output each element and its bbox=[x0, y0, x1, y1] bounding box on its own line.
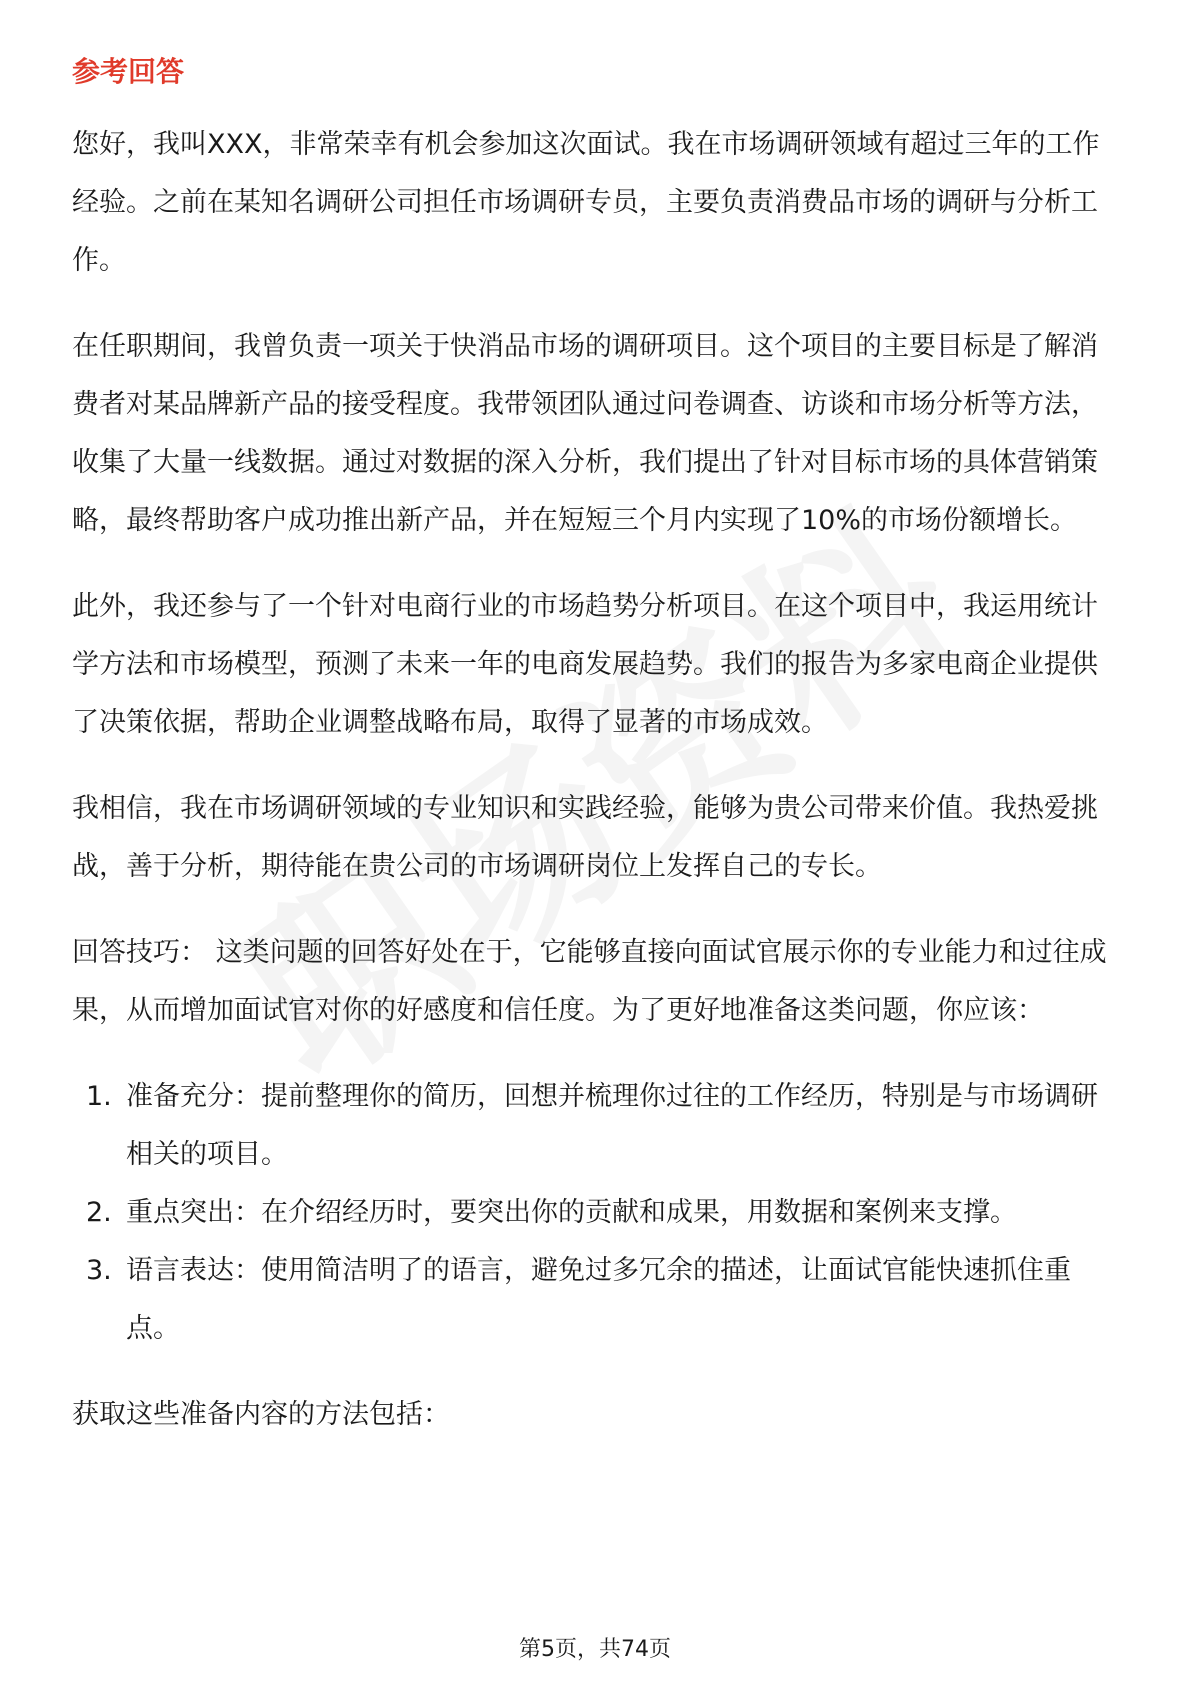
list-item-number: 1. bbox=[86, 1081, 112, 1112]
list-item-number: 2. bbox=[86, 1197, 112, 1228]
paragraph-project-fmcg: 在任职期间，我曾负责一项关于快消品市场的调研项目。这个项目的主要目标是了解消费者对某品牌新产品的接受程度。我带领团队通过问卷调查、访谈和市场分析等方法，收集了大量一线数据。通过对数据的深入分析，我们提出了针对目标市场的具体营销策略，最终帮助客户成功推出新产品，并在短短三个月内实现了10%的市场份额增长。 bbox=[72, 331, 1098, 536]
section-heading: 参考回答 bbox=[72, 55, 185, 88]
paragraph-closing: 获取这些准备内容的方法包括： bbox=[72, 1399, 450, 1430]
paragraph-conclusion: 我相信，我在市场调研领域的专业知识和实践经验，能够为贵公司带来价值。我热爱挑战，善于分析，期待能在贵公司的市场调研岗位上发挥自己的专长。 bbox=[72, 793, 1098, 882]
paragraph-intro: 您好，我叫XXX，非常荣幸有机会参加这次面试。我在市场调研领域有超过三年的工作经验。之前在某知名调研公司担任市场调研专员，主要负责消费品市场的调研与分析工作。 bbox=[72, 129, 1100, 276]
list-item-text: 准备充分：提前整理你的简历，回想并梳理你过往的工作经历，特别是与市场调研相关的项目。 bbox=[126, 1081, 1098, 1170]
page-footer: 第5页，共74页 bbox=[519, 1637, 671, 1662]
content-body bbox=[72, 116, 1122, 1472]
list-item bbox=[72, 1068, 1122, 1184]
list-item-text: 语言表达：使用简洁明了的语言，避免过多冗余的描述，让面试官能快速抓住重点。 bbox=[126, 1255, 1071, 1344]
list-item bbox=[72, 1242, 1122, 1358]
list-item-number: 3. bbox=[86, 1255, 112, 1286]
list-item-text: 重点突出：在介绍经历时，要突出你的贡献和成果，用数据和案例来支撑。 bbox=[126, 1197, 1017, 1228]
paragraph-tips: 回答技巧： 这类问题的回答好处在于，它能够直接向面试官展示你的专业能力和过往成果，从而增加面试官对你的好感度和信任度。为了更好地准备这类问题，你应该： bbox=[72, 937, 1107, 1026]
tips-list bbox=[72, 1068, 1122, 1358]
paragraph-project-ecommerce: 此外，我还参与了一个针对电商行业的市场趋势分析项目。在这个项目中，我运用统计学方法和市场模型，预测了未来一年的电商发展趋势。我们的报告为多家电商企业提供了决策依据，帮助企业调整战略布局，取得了显著的市场成效。 bbox=[72, 591, 1098, 738]
list-item bbox=[72, 1184, 1122, 1242]
